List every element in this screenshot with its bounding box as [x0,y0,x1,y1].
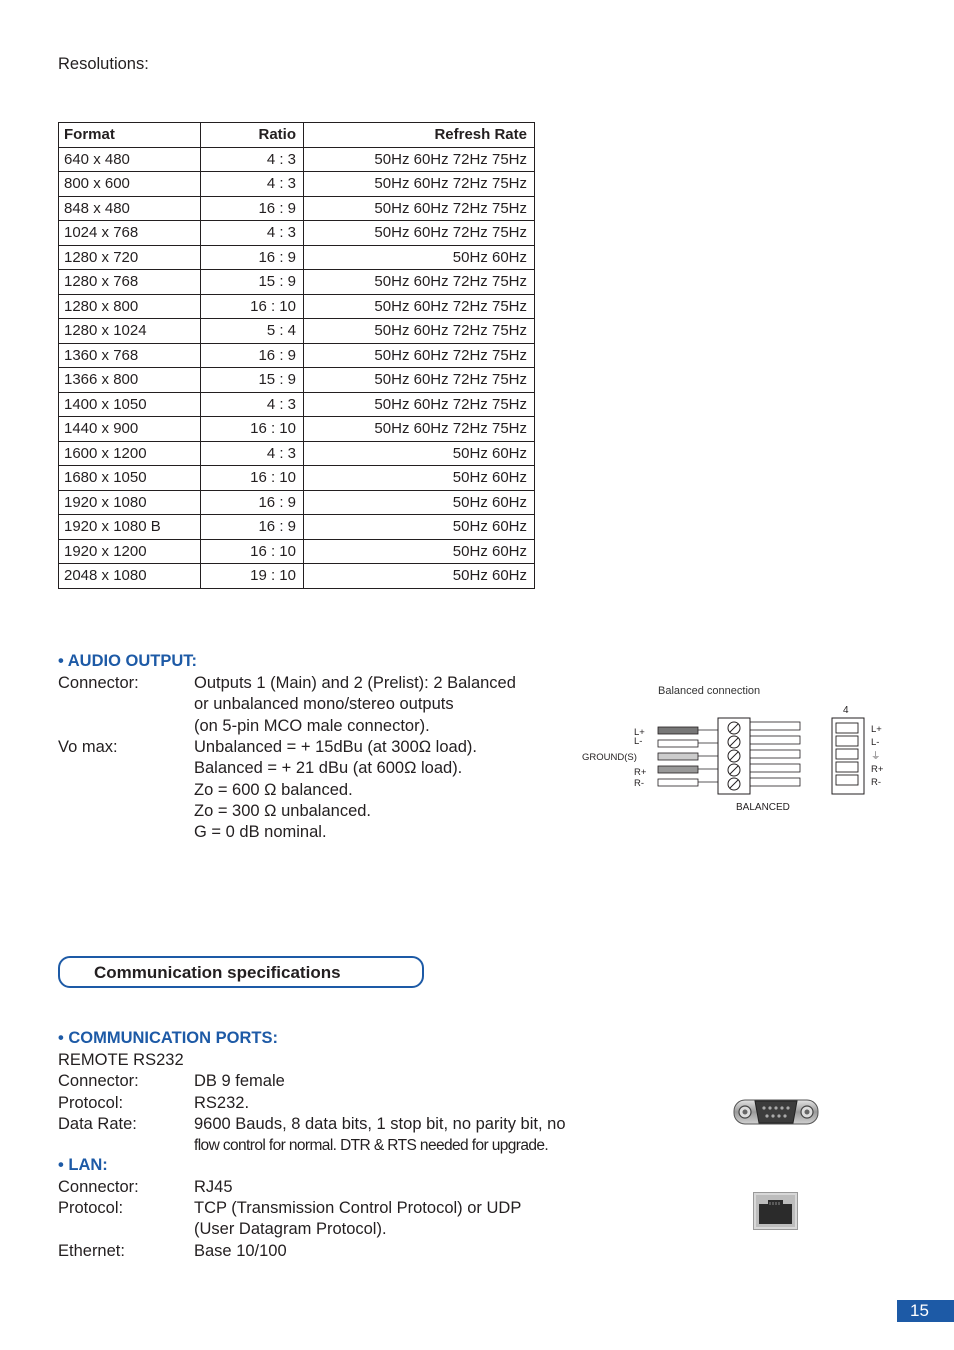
cell-format: 1280 x 1024 [59,319,201,344]
cell-refresh-rate: 50Hz 60Hz 72Hz 75Hz [304,172,535,197]
cell-ratio: 15 : 9 [201,368,304,393]
cell-format: 2048 x 1080 [59,564,201,589]
pin-number: 4 [843,705,849,716]
db9-connector-icon [733,1095,819,1129]
wire-r-minus [658,779,698,786]
table-row [59,441,535,466]
vo-max-line: Zo = 600 Ω balanced. [194,780,353,799]
section-title-text: Communication specifications [94,963,341,982]
cell-format: 640 x 480 [59,147,201,172]
table-row [59,319,535,344]
rj45-connector-icon [753,1192,798,1230]
cell-ratio: 16 : 10 [201,294,304,319]
table-row [59,196,535,221]
cell-format: 1920 x 1080 [59,490,201,515]
rs232-connector-label: Connector: [58,1072,139,1090]
cell-refresh-rate: 50Hz 60Hz [304,245,535,270]
diagram-right-label: L- [871,737,880,748]
diagram-left-label: L- [634,736,643,747]
audio-connector-line: (on 5-pin MCO male connector). [194,716,430,735]
cell-ratio: 4 : 3 [201,221,304,246]
cell-refresh-rate: 50Hz 60Hz 72Hz 75Hz [304,270,535,295]
cell-ratio: 4 : 3 [201,392,304,417]
vo-max-label: Vo max: [58,738,118,756]
cell-ratio: 5 : 4 [201,319,304,344]
audio-connector-value [194,673,516,737]
resolutions-label: Resolutions: [58,55,149,73]
table-row [59,294,535,319]
lan-connector-label: Connector: [58,1178,139,1196]
table-row [59,270,535,295]
resolutions-table [58,122,535,589]
cell-format: 1024 x 768 [59,221,201,246]
data-rate-line-1: 9600 Bauds, 8 data bits, 1 stop bit, no parity bit, no [194,1115,566,1133]
cell-refresh-rate: 50Hz 60Hz [304,539,535,564]
cell-format: 1920 x 1200 [59,539,201,564]
cell-format: 1440 x 900 [59,417,201,442]
rs232-connector-value: DB 9 female [194,1072,285,1090]
cell-refresh-rate: 50Hz 60Hz [304,564,535,589]
table-row [59,245,535,270]
diagram-title: Balanced connection [658,685,761,697]
cell-format: 1280 x 800 [59,294,201,319]
table-row [59,564,535,589]
table-row [59,221,535,246]
vo-max-line: G = 0 dB nominal. [194,823,327,842]
cell-ratio: 16 : 9 [201,343,304,368]
communication-ports-heading: • COMMUNICATION PORTS: [58,1029,278,1047]
audio-output-heading: • AUDIO OUTPUT: [58,652,197,670]
cell-refresh-rate: 50Hz 60Hz 72Hz 75Hz [304,343,535,368]
vo-max-line: Zo = 300 Ω unbalanced. [194,801,372,820]
cell-format: 1600 x 1200 [59,441,201,466]
lan-protocol-line-1: TCP (Transmission Control Protocol) or UDP [194,1199,522,1217]
ethernet-label: Ethernet: [58,1242,125,1260]
header-refresh-rate: Refresh Rate [304,123,535,148]
header-format: Format [59,123,201,148]
vo-max-line: Balanced = + 21 dBu (at 600Ω load). [194,759,463,778]
vo-max-line: Unbalanced = + 15dBu (at 300Ω load). [194,738,477,756]
lan-protocol-line-2: (User Datagram Protocol). [194,1220,387,1238]
table-row [59,147,535,172]
cell-refresh-rate: 50Hz 60Hz 72Hz 75Hz [304,221,535,246]
wire-l-plus [658,727,698,734]
cell-format: 1400 x 1050 [59,392,201,417]
diagram-right-label: R- [871,777,882,788]
table-row [59,417,535,442]
communication-specifications-section-title [58,956,424,988]
diagram-right-label: R+ [871,764,884,775]
table-row [59,392,535,417]
cell-refresh-rate: 50Hz 60Hz 72Hz 75Hz [304,368,535,393]
lan-protocol-label: Protocol: [58,1199,124,1217]
remote-rs232-label: REMOTE RS232 [58,1051,184,1069]
rs232-protocol-label: Protocol: [58,1094,124,1112]
wire-l-minus [658,740,698,747]
wire-r-plus [658,766,698,773]
cell-refresh-rate: 50Hz 60Hz 72Hz 75Hz [304,392,535,417]
table-row [59,172,535,197]
cell-ratio: 16 : 10 [201,539,304,564]
data-rate-line-2: flow control for normal. DTR & RTS needed for upgrade. [194,1137,549,1154]
cell-ratio: 4 : 3 [201,147,304,172]
cell-format: 1920 x 1080 B [59,515,201,540]
cell-refresh-rate: 50Hz 60Hz 72Hz 75Hz [304,196,535,221]
table-row [59,466,535,491]
audio-connector-line: or unbalanced mono/stereo outputs [194,695,454,714]
audio-connector-label: Connector: [58,674,139,692]
balanced-label: BALANCED [736,802,790,813]
table-row [59,343,535,368]
cell-format: 1360 x 768 [59,343,201,368]
table-row [59,368,535,393]
table-header-row [59,123,535,148]
wire-ground [658,753,698,760]
cell-format: 1680 x 1050 [59,466,201,491]
vo-max-value [194,737,477,843]
cell-refresh-rate: 50Hz 60Hz [304,466,535,491]
cell-refresh-rate: 50Hz 60Hz [304,441,535,466]
diagram-left-label: GROUND(S) [582,752,637,763]
rs232-protocol-value: RS232. [194,1094,250,1112]
cell-refresh-rate: 50Hz 60Hz 72Hz 75Hz [304,417,535,442]
data-rate-label: Data Rate: [58,1115,137,1133]
lan-connector-value: RJ45 [194,1178,233,1196]
cell-refresh-rate: 50Hz 60Hz 72Hz 75Hz [304,319,535,344]
cell-ratio: 16 : 10 [201,417,304,442]
cell-format: 1280 x 768 [59,270,201,295]
cell-ratio: 16 : 9 [201,196,304,221]
cell-ratio: 4 : 3 [201,441,304,466]
cell-format: 1280 x 720 [59,245,201,270]
ethernet-value: Base 10/100 [194,1242,287,1260]
cell-refresh-rate: 50Hz 60Hz [304,515,535,540]
cell-format: 848 x 480 [59,196,201,221]
cell-ratio: 19 : 10 [201,564,304,589]
diagram-right-label: L+ [871,724,882,735]
lan-heading: • LAN: [58,1156,108,1174]
table-row [59,539,535,564]
header-ratio: Ratio [201,123,304,148]
cell-refresh-rate: 50Hz 60Hz 72Hz 75Hz [304,294,535,319]
cell-ratio: 16 : 9 [201,245,304,270]
table-row [59,490,535,515]
diagram-left-label: R- [634,778,645,789]
cell-ratio: 16 : 9 [201,515,304,540]
cell-ratio: 15 : 9 [201,270,304,295]
cell-ratio: 16 : 9 [201,490,304,515]
cell-ratio: 16 : 10 [201,466,304,491]
cell-refresh-rate: 50Hz 60Hz 72Hz 75Hz [304,147,535,172]
diagram-right-label: ⏚ [871,751,881,762]
balanced-connection-diagram [578,678,898,818]
page-number: 15 [897,1300,954,1322]
cell-format: 800 x 600 [59,172,201,197]
cell-refresh-rate: 50Hz 60Hz [304,490,535,515]
cell-format: 1366 x 800 [59,368,201,393]
cell-ratio: 4 : 3 [201,172,304,197]
audio-connector-line: Outputs 1 (Main) and 2 (Prelist): 2 Balanced [194,674,516,692]
diagram-left-label: R+ [634,767,647,778]
diagram-left-label: L+ [634,727,645,738]
table-row [59,515,535,540]
